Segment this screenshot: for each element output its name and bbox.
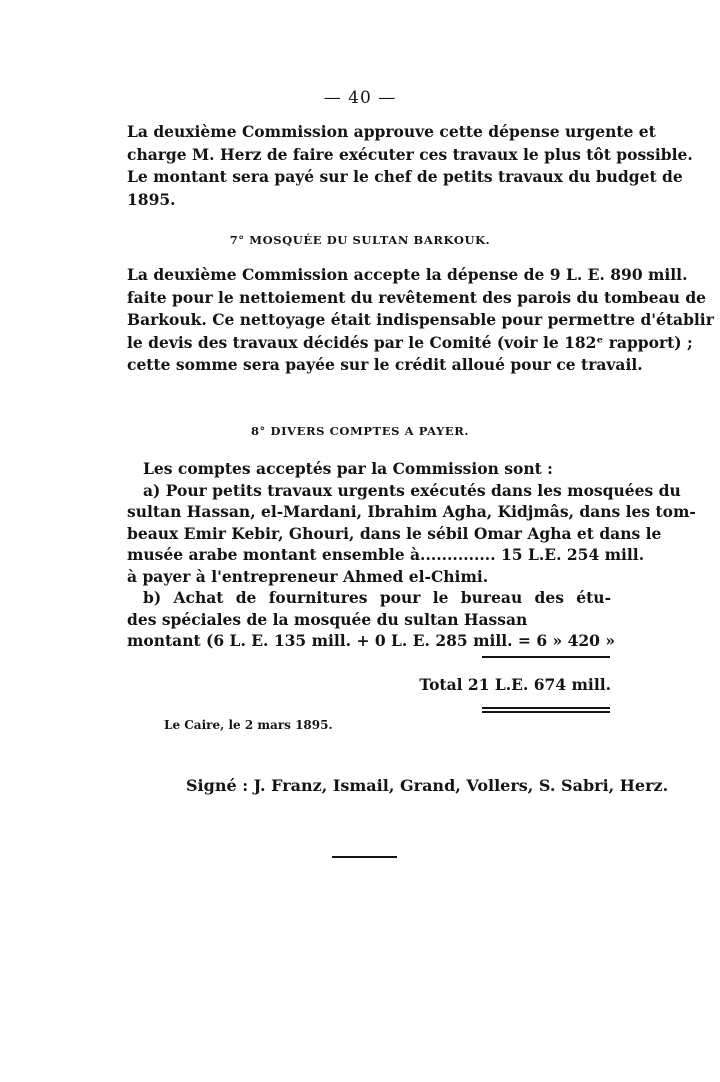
item-a-amount-row — [127, 544, 645, 566]
text-line: Le montant sera payé sur le chef de petits travaux du budget de — [127, 167, 683, 186]
item-b-amount-row — [127, 630, 616, 652]
text-line: cette somme sera payée sur le crédit alloué pour ce travail. — [127, 355, 643, 374]
text-line: b) Achat de fournitures pour le bureau des étu- — [143, 588, 611, 607]
text-line: faite pour le nettoiement du revêtement des parois du tombeau de — [127, 287, 707, 307]
accounts-intro: Les comptes acceptés par la Commission sont : — [143, 459, 553, 478]
text-line: 1895. — [127, 189, 176, 209]
total-amount: Total 21 L.E. 674 mill. — [419, 675, 611, 694]
section-heading-8: 8° DIVERS COMPTES A PAYER. — [250, 424, 470, 438]
text-line: La deuxième Commission accepte la dépense de 9 L. E. 890 mill. — [127, 265, 688, 284]
signatories: Signé : J. Franz, Ismail, Grand, Vollers, S. Sabri, Herz. — [186, 776, 669, 795]
text-line: Barkouk. Ce nettoyage était indispensable pour permettre d'établir — [127, 310, 714, 329]
text-line: à payer à l'entrepreneur Ahmed el-Chimi. — [127, 566, 489, 586]
item-a-amount: 15 L.E. 254 mill. — [501, 545, 645, 564]
text-line: le devis des travaux décidés par le Comité (voir le 182ᵉ rapport) ; — [127, 332, 693, 352]
closing-rule — [332, 856, 397, 858]
place-date: Le Caire, le 2 mars 1895. — [164, 718, 333, 732]
item-a-amount-label: musée arabe montant ensemble à.............. — [127, 545, 496, 564]
sum-rule — [482, 656, 610, 658]
accounts-list — [127, 458, 696, 652]
text-line: beaux Emir Kebir, Ghouri, dans le sébil Omar Agha et dans le — [127, 523, 662, 543]
text-line: La deuxième Commission approuve cette dépense urgente et — [127, 122, 656, 141]
item-b-amount: 6 » 420 » — [536, 631, 616, 650]
text-line: charge M. Herz de faire exécuter ces travaux le plus tôt possible. — [127, 144, 693, 164]
text-line: sultan Hassan, el-Mardani, Ibrahim Agha, Kidjmâs, dans les tom- — [127, 502, 696, 521]
page-number: — 40 — — [323, 88, 397, 108]
text-line: a) Pour petits travaux urgents exécutés dans les mosquées du — [143, 480, 681, 500]
paragraph-commission-approval — [127, 121, 693, 211]
item-b-amount-label: montant (6 L. E. 135 mill. + 0 L. E. 285 mill. = — [127, 631, 531, 650]
paragraph-barkouk — [127, 264, 714, 377]
text-line: des spéciales de la mosquée du sultan Hassan — [127, 609, 528, 629]
double-rule-bottom — [482, 711, 610, 713]
section-heading-7: 7° MOSQUÉE DU SULTAN BARKOUK. — [229, 233, 491, 247]
double-rule-top — [482, 707, 610, 709]
